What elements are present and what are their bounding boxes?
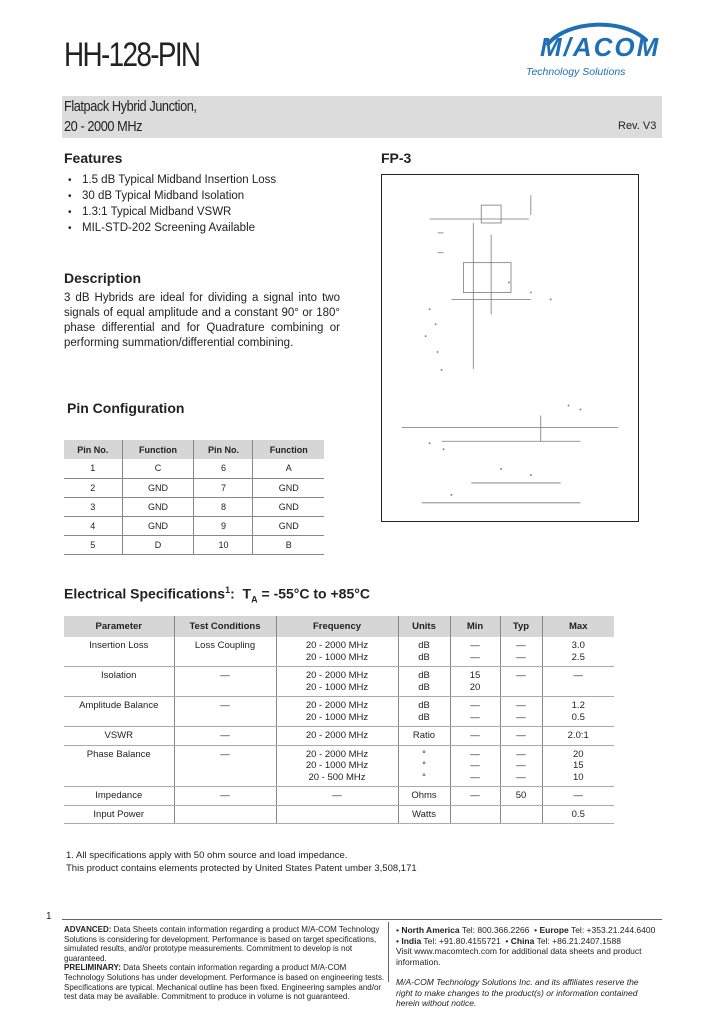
spec-table-body	[64, 637, 614, 824]
table-cell: Insertion Loss	[64, 637, 174, 667]
table-cell: — —	[450, 637, 500, 667]
description-heading: Description	[64, 270, 142, 286]
table-cell: ° ° °	[398, 745, 450, 787]
footnote-1: 1. All specifications apply with 50 ohm source and load impedance.	[66, 850, 348, 861]
table-row	[64, 667, 614, 697]
page-number: 1	[46, 911, 52, 922]
table-row	[64, 516, 324, 535]
table-cell: GND	[122, 478, 194, 497]
bullet-icon: •	[68, 174, 72, 186]
patent-note: This product contains elements protected by United States Patent umber 3,508,171	[66, 862, 417, 874]
table-row	[64, 535, 324, 554]
table-cell: —	[174, 787, 276, 806]
table-cell: GND	[253, 497, 324, 516]
table-cell: A	[253, 459, 324, 478]
table-row	[64, 787, 614, 806]
table-cell: 50	[500, 787, 542, 806]
table-cell: 9	[194, 516, 253, 535]
footer-divider	[62, 919, 662, 920]
table-cell: Amplitude Balance	[64, 697, 174, 727]
table-row	[64, 745, 614, 787]
table-cell: 5	[64, 535, 122, 554]
table-cell: 20 - 2000 MHz 20 - 1000 MHz	[276, 667, 398, 697]
table-cell: dB dB	[398, 637, 450, 667]
table-cell: —	[542, 787, 614, 806]
table-cell: D	[122, 535, 194, 554]
table-cell: 2.0:1	[542, 727, 614, 746]
table-cell: 8	[194, 497, 253, 516]
table-cell: 3	[64, 497, 122, 516]
table-cell: GND	[122, 516, 194, 535]
table-cell: dB dB	[398, 667, 450, 697]
table-cell: Watts	[398, 805, 450, 824]
table-cell: Isolation	[64, 667, 174, 697]
table-cell: —	[500, 727, 542, 746]
table-cell: 7	[194, 478, 253, 497]
table-cell	[450, 805, 500, 824]
table-cell: 4	[64, 516, 122, 535]
table-cell: Ohms	[398, 787, 450, 806]
package-outline-drawing	[381, 174, 639, 522]
pin-config-heading: Pin Configuration	[67, 400, 185, 416]
table-cell: Input Power	[64, 805, 174, 824]
table-cell: —	[174, 697, 276, 727]
footer-legal-text: ADVANCED: Data Sheets contain information regarding a product M/A-COM Technology Solutions is considering for development. Performance is based on target specifications, simulated results, and/or prototype measurements. Commitment to develop is not guaranteed. PRELIMINARY: Data Sheets contain information regarding a product M/A-COM Technology Solutions has under development. Performance is based on engineering tests. Specifications are typical. Mechanical outline has been fixed. Engineering samples and/or test data may be available. Commitment to produce in volume is not guaranteed.	[64, 925, 385, 1002]
bullet-icon: •	[68, 206, 72, 218]
column-header: Parameter	[64, 616, 174, 637]
table-cell: GND	[253, 516, 324, 535]
pin-config-table	[64, 440, 324, 555]
part-number: HH-128-PIN	[64, 36, 200, 74]
logo-tagline: Technology Solutions	[526, 66, 626, 78]
table-row	[64, 697, 614, 727]
table-row	[64, 478, 324, 497]
table-cell: 10	[194, 535, 253, 554]
table-cell: Phase Balance	[64, 745, 174, 787]
table-cell	[174, 805, 276, 824]
feature-item: • MIL-STD-202 Screening Available	[68, 222, 256, 234]
feature-item: • 30 dB Typical Midband Isolation	[68, 190, 245, 202]
table-cell: —	[450, 787, 500, 806]
package-heading: FP-3	[381, 150, 412, 166]
table-cell: 20 15 10	[542, 745, 614, 787]
table-cell: Impedance	[64, 787, 174, 806]
table-cell: 6	[194, 459, 253, 478]
bullet-icon: •	[68, 222, 72, 234]
table-row	[64, 727, 614, 746]
table-cell: 20 - 2000 MHz	[276, 727, 398, 746]
bullet-icon: •	[68, 190, 72, 202]
notes-block	[66, 850, 417, 875]
feature-item: • 1.5 dB Typical Midband Insertion Loss	[68, 174, 277, 186]
table-cell: 20 - 2000 MHz 20 - 1000 MHz 20 - 500 MHz	[276, 745, 398, 787]
table-cell: 20 - 2000 MHz 20 - 1000 MHz	[276, 637, 398, 667]
table-cell: GND	[122, 497, 194, 516]
table-cell: dB dB	[398, 697, 450, 727]
table-cell: B	[253, 535, 324, 554]
features-list	[68, 172, 276, 236]
column-header: Test Conditions	[174, 616, 276, 637]
column-header: Max	[542, 616, 614, 637]
website-link[interactable]: Visit www.macomtech.com for additional data sheets and product information.	[396, 946, 642, 967]
features-heading: Features	[64, 150, 123, 166]
table-cell: —	[276, 787, 398, 806]
table-cell: 0.5	[542, 805, 614, 824]
table-cell: —	[500, 667, 542, 697]
table-cell: 1.2 0.5	[542, 697, 614, 727]
table-cell: — —	[500, 637, 542, 667]
footer-vertical-divider	[388, 922, 389, 982]
table-cell: GND	[253, 478, 324, 497]
table-cell: —	[174, 727, 276, 746]
logo-wordmark: M/ACOM	[540, 32, 661, 62]
table-cell: — —	[450, 697, 500, 727]
electrical-specs-heading: Electrical Specifications$^1$: $T_A = -55^\circ C$ to +85°C	[64, 585, 370, 605]
feature-item: • 1.3:1 Typical Midband VSWR	[68, 206, 232, 218]
table-cell: 3.0 2.5	[542, 637, 614, 667]
electrical-specs-table	[64, 616, 614, 824]
table-cell: Loss Coupling	[174, 637, 276, 667]
table-cell: — — —	[500, 745, 542, 787]
product-title: Flatpack Hybrid Junction,	[64, 98, 197, 115]
table-cell: —	[450, 727, 500, 746]
table-header-row	[64, 616, 614, 637]
table-cell: —	[174, 745, 276, 787]
column-header: Min	[450, 616, 500, 637]
table-cell	[276, 805, 398, 824]
table-cell: C	[122, 459, 194, 478]
product-frequency-range: 20 - 2000 MHz	[64, 118, 143, 135]
table-cell: — —	[500, 697, 542, 727]
table-row	[64, 497, 324, 516]
column-header: Function	[122, 440, 194, 459]
column-header: Function	[253, 440, 324, 459]
table-row	[64, 637, 614, 667]
table-cell: 15 20	[450, 667, 500, 697]
column-header: Pin No.	[194, 440, 253, 459]
table-row	[64, 459, 324, 478]
table-row	[64, 805, 614, 824]
disclaimer-text: M/A-COM Technology Solutions Inc. and its affiliates reserve the right to make changes to the product(s) or information contained herein without notice.	[396, 977, 639, 1008]
table-cell: Ratio	[398, 727, 450, 746]
column-header: Typ	[500, 616, 542, 637]
footer-contact-block: • North America Tel: 800.366.2266 • Europe Tel: +353.21.244.6400 • India Tel: +91.80.4155721 • China Tel: +86.21.2407.1588 Visit www.macomtech.com for additional data sheets and product information. M/A-COM Technology Solutions Inc. and its affiliates reserve the right to make changes to the product(s) or information contained herein without notice.	[396, 925, 656, 1008]
description-body: 3 dB Hybrids are ideal for dividing a signal into two signals of equal amplitude and a constant 90° or 180° phase differential and for Quadrature combining or performing summation/differential combining.	[64, 292, 340, 349]
footnote-marker: 1	[225, 585, 231, 595]
table-cell: VSWR	[64, 727, 174, 746]
table-cell: —	[542, 667, 614, 697]
column-header: Frequency	[276, 616, 398, 637]
table-cell: 1	[64, 459, 122, 478]
table-cell	[500, 805, 542, 824]
table-cell: 2	[64, 478, 122, 497]
column-header: Units	[398, 616, 450, 637]
table-cell: —	[174, 667, 276, 697]
table-header-row	[64, 440, 324, 459]
table-cell: — — —	[450, 745, 500, 787]
table-cell: 20 - 2000 MHz 20 - 1000 MHz	[276, 697, 398, 727]
revision-label: Rev. V3	[618, 120, 657, 132]
column-header: Pin No.	[64, 440, 122, 459]
